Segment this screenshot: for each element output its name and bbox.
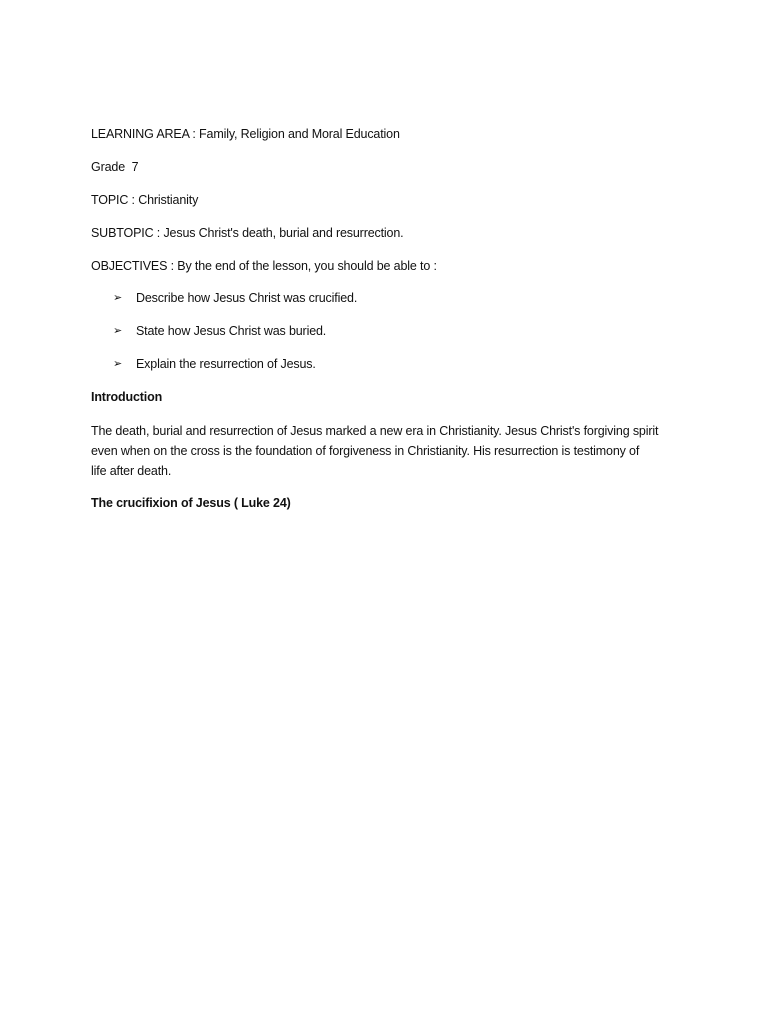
paragraph-line: life after death.	[91, 464, 172, 478]
objectives-intro-line: OBJECTIVES : By the end of the lesson, you should be able to :	[91, 259, 437, 273]
bullet-arrow-icon: ➢	[113, 358, 123, 370]
topic-line: TOPIC : Christianity	[91, 193, 199, 207]
subtopic-line: SUBTOPIC : Jesus Christ's death, burial and resurrection.	[91, 226, 404, 240]
paragraph-line: The death, burial and resurrection of Jesus marked a new era in Christianity. Jesus Christ's forgiving spirit	[91, 424, 659, 438]
objective-item: Describe how Jesus Christ was crucified.	[136, 291, 358, 305]
bullet-arrow-icon: ➢	[113, 292, 123, 304]
introduction-paragraph	[91, 421, 691, 481]
paragraph-line: even when on the cross is the foundation of forgiveness in Christianity. His resurrection is testimony of	[91, 444, 640, 458]
objective-item: State how Jesus Christ was buried.	[136, 324, 327, 338]
objective-item: Explain the resurrection of Jesus.	[136, 357, 316, 371]
learning-area-line: LEARNING AREA : Family, Religion and Moral Education	[91, 127, 400, 141]
introduction-heading: Introduction	[91, 390, 163, 404]
crucifixion-heading: The crucifixion of Jesus ( Luke 24)	[91, 496, 291, 510]
bullet-arrow-icon: ➢	[113, 325, 123, 337]
grade-line: Grade 7	[91, 160, 139, 174]
